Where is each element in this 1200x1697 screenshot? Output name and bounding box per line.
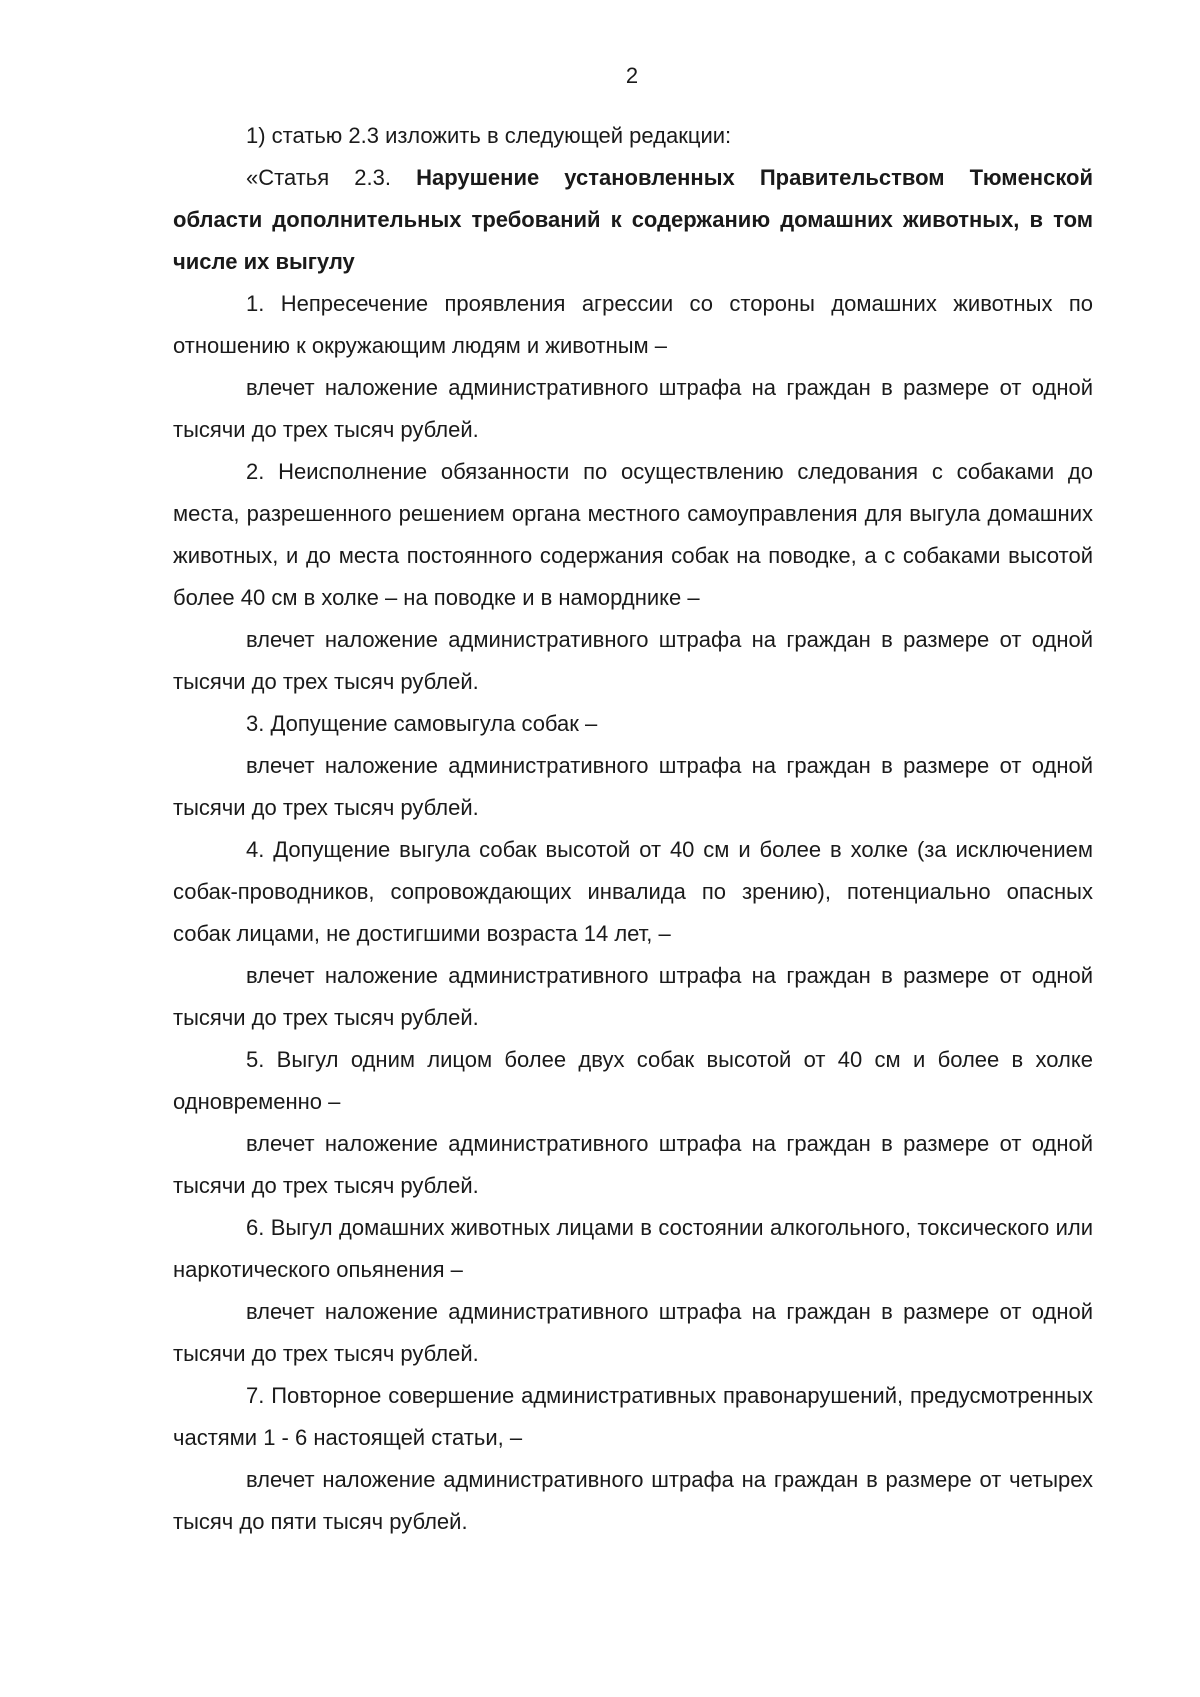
article-lead: «Статья 2.3. xyxy=(246,165,417,190)
part-6-penalty: влечет наложение административного штрафа на граждан в размере от одной тысячи до трех тысяч рублей. xyxy=(173,1299,1093,1366)
part-5-penalty: влечет наложение административного штрафа на граждан в размере от одной тысячи до трех тысяч рублей. xyxy=(173,1131,1093,1198)
part-1-penalty: влечет наложение административного штрафа на граждан в размере от одной тысячи до трех тысяч рублей. xyxy=(173,375,1093,442)
page-number: 2 xyxy=(625,63,639,88)
part-5: 5. Выгул одним лицом более двух собак высотой от 40 см и более в холке одновременно – xyxy=(173,1047,1093,1114)
part-7-penalty: влечет наложение административного штрафа на граждан в размере от четырех тысяч до пяти тысяч рублей. xyxy=(173,1467,1093,1534)
article-title: Нарушение установленных Правительством Тюменской области дополнительных требований к содержанию домашних животных, в том числе их выгулу xyxy=(173,165,1094,274)
part-2-penalty: влечет наложение административного штрафа на граждан в размере от одной тысячи до трех тысяч рублей. xyxy=(173,627,1093,694)
part-4: 4. Допущение выгула собак высотой от 40 см и более в холке (за исключением собак-проводников, сопровождающих инвалида по зрению), потенциально опасных собак лицами, не достигшими возраста 14 лет, – xyxy=(173,837,1093,946)
part-2: 2. Неисполнение обязанности по осуществлению следования с собаками до места, разрешенного решением органа местного самоуправления для выгула домашних животных, и до места постоянного содержания собак на поводке, а с собаками высотой более 40 см в холке – на поводке и в наморднике – xyxy=(173,459,1093,610)
document-body xyxy=(173,115,1093,1543)
part-1: 1. Непресечение проявления агрессии со стороны домашних животных по отношению к окружающим людям и животным – xyxy=(173,291,1093,358)
intro-paragraph: 1) статью 2.3 изложить в следующей редакции: xyxy=(246,123,732,148)
part-7: 7. Повторное совершение административных правонарушений, предусмотренных частями 1 - 6 настоящей статьи, – xyxy=(173,1383,1093,1450)
part-3-penalty: влечет наложение административного штрафа на граждан в размере от одной тысячи до трех тысяч рублей. xyxy=(173,753,1093,820)
part-6: 6. Выгул домашних животных лицами в состоянии алкогольного, токсического или наркотического опьянения – xyxy=(173,1215,1093,1282)
part-4-penalty: влечет наложение административного штрафа на граждан в размере от одной тысячи до трех тысяч рублей. xyxy=(173,963,1093,1030)
part-3: 3. Допущение самовыгула собак – xyxy=(246,711,598,736)
article-heading xyxy=(173,157,1093,283)
